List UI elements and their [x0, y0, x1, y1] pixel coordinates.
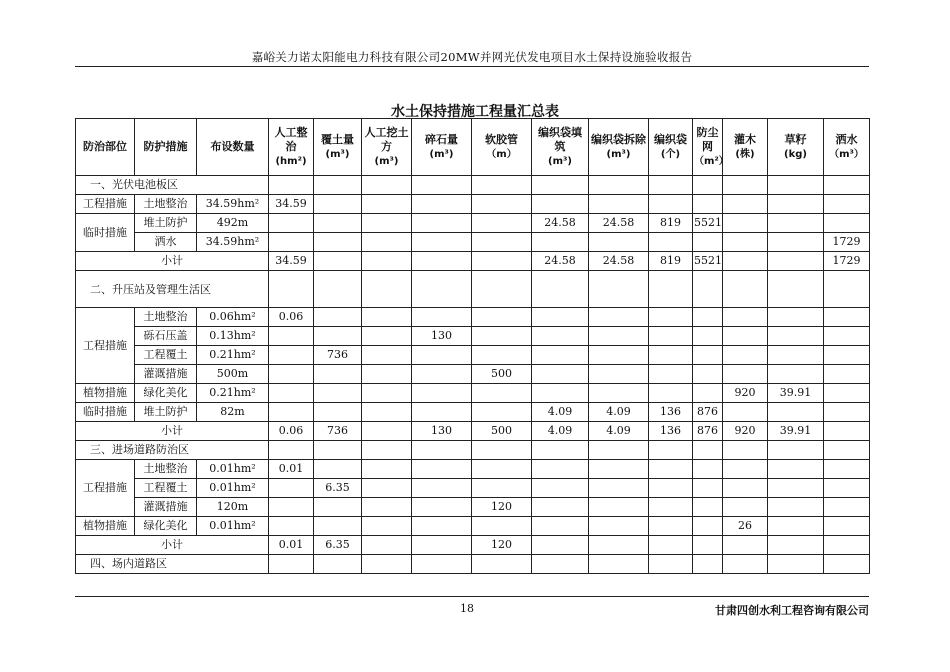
value-cell: 34.59 — [269, 195, 314, 214]
measure-cell: 土地整治 — [135, 460, 197, 479]
header-rule — [75, 66, 869, 67]
value-cell: 24.58 — [589, 252, 649, 271]
table-row — [76, 365, 870, 384]
value-cell: 0.06 — [269, 422, 314, 441]
page-number: 18 — [460, 602, 474, 615]
section-title: 四、场内道路区 — [76, 555, 269, 574]
measure-cell: 工程覆土 — [135, 346, 197, 365]
measure-cell: 绿化美化 — [135, 384, 197, 403]
table-row — [76, 479, 870, 498]
table-row — [76, 498, 870, 517]
value-cell: 24.58 — [532, 214, 589, 233]
measure-cell: 堆土防护 — [135, 403, 197, 422]
table-row — [76, 233, 870, 252]
value-cell: 24.58 — [532, 252, 589, 271]
subtotal-row — [76, 252, 870, 271]
subtotal-row — [76, 422, 870, 441]
col-header: 防尘网 （m²） — [693, 119, 723, 176]
summary-table — [75, 118, 870, 574]
table-row — [76, 195, 870, 214]
subtotal-label: 小计 — [76, 536, 269, 555]
measure-cell: 堆土防护 — [135, 214, 197, 233]
value-cell: 736 — [314, 422, 362, 441]
value-cell: 819 — [649, 252, 693, 271]
value-cell: 120 — [472, 536, 532, 555]
table-row — [76, 327, 870, 346]
value-cell: 26 — [723, 517, 768, 536]
qty-cell: 0.01hm² — [197, 517, 269, 536]
measure-cell: 绿化美化 — [135, 517, 197, 536]
col-header: 洒水 （m³） — [824, 119, 870, 176]
qty-cell: 34.59hm² — [197, 233, 269, 252]
value-cell: 136 — [649, 403, 693, 422]
col-header: 草籽 (kg) — [768, 119, 824, 176]
section-row — [76, 271, 870, 308]
group-label: 工程措施 — [76, 460, 135, 517]
col-header: 碎石量 (m³) — [412, 119, 472, 176]
section-title: 二、升压站及管理生活区 — [76, 271, 269, 308]
value-cell: 1729 — [824, 233, 870, 252]
group-label: 工程措施 — [76, 195, 135, 214]
section-title: 一、光伏电池板区 — [76, 176, 269, 195]
table-row — [76, 517, 870, 536]
value-cell: 39.91 — [768, 422, 824, 441]
value-cell: 120 — [472, 498, 532, 517]
col-header: 灌木 (株) — [723, 119, 768, 176]
qty-cell: 0.21hm² — [197, 384, 269, 403]
value-cell: 136 — [649, 422, 693, 441]
value-cell: 39.91 — [768, 384, 824, 403]
page-header: 嘉峪关力诺太阳能电力科技有限公司20MW并网光伏发电项目水土保持设施验收报告 — [251, 50, 693, 64]
col-header: 覆土量 (m³) — [314, 119, 362, 176]
col-header: 编织袋 (个) — [649, 119, 693, 176]
value-cell: 4.09 — [532, 403, 589, 422]
table-row — [76, 214, 870, 233]
value-cell: 4.09 — [532, 422, 589, 441]
col-header: 软胶管 （m） — [472, 119, 532, 176]
value-cell: 920 — [723, 384, 768, 403]
value-cell: 5521 — [693, 252, 723, 271]
value-cell: 6.35 — [314, 536, 362, 555]
col-header: 编织袋填筑 (m³) — [532, 119, 589, 176]
measure-cell: 土地整治 — [135, 308, 197, 327]
measure-cell: 砾石压盖 — [135, 327, 197, 346]
table-title: 水土保持措施工程量汇总表 — [391, 104, 559, 120]
section-row — [76, 555, 870, 574]
value-cell: 0.06 — [269, 308, 314, 327]
footer-rule — [75, 596, 869, 597]
qty-cell: 82m — [197, 403, 269, 422]
value-cell: 4.09 — [589, 422, 649, 441]
group-label: 临时措施 — [76, 214, 135, 252]
value-cell: 500 — [472, 365, 532, 384]
table-row — [76, 384, 870, 403]
value-cell: 1729 — [824, 252, 870, 271]
value-cell: 34.59 — [269, 252, 314, 271]
value-cell: 4.09 — [589, 403, 649, 422]
col-header: 防治部位 — [76, 119, 135, 176]
value-cell: 819 — [649, 214, 693, 233]
value-cell: 736 — [314, 346, 362, 365]
section-row — [76, 441, 870, 460]
value-cell: 500 — [472, 422, 532, 441]
col-header: 人工整治 (hm²) — [269, 119, 314, 176]
table-row — [76, 308, 870, 327]
qty-cell: 0.13hm² — [197, 327, 269, 346]
group-label: 工程措施 — [76, 308, 135, 384]
measure-cell: 灌溉措施 — [135, 498, 197, 517]
col-header: 布设数量 — [197, 119, 269, 176]
value-cell: 130 — [412, 422, 472, 441]
measure-cell: 工程覆土 — [135, 479, 197, 498]
company-name: 甘肃四创水利工程咨询有限公司 — [715, 604, 869, 617]
value-cell: 876 — [693, 403, 723, 422]
table-row — [76, 346, 870, 365]
qty-cell: 500m — [197, 365, 269, 384]
value-cell: 920 — [723, 422, 768, 441]
qty-cell: 0.06hm² — [197, 308, 269, 327]
value-cell: 5521 — [693, 214, 723, 233]
group-label: 临时措施 — [76, 403, 135, 422]
value-cell: 24.58 — [589, 214, 649, 233]
subtotal-row — [76, 536, 870, 555]
measure-cell: 土地整治 — [135, 195, 197, 214]
qty-cell: 120m — [197, 498, 269, 517]
value-cell: 130 — [412, 327, 472, 346]
col-header: 人工挖土方 (m³) — [362, 119, 412, 176]
value-cell: 0.01 — [269, 460, 314, 479]
value-cell: 876 — [693, 422, 723, 441]
qty-cell: 492m — [197, 214, 269, 233]
qty-cell: 0.01hm² — [197, 460, 269, 479]
measure-cell: 洒水 — [135, 233, 197, 252]
measure-cell: 灌溉措施 — [135, 365, 197, 384]
header-row — [76, 119, 870, 176]
group-label: 植物措施 — [76, 517, 135, 536]
value-cell: 0.01 — [269, 536, 314, 555]
col-header: 编织袋拆除 (m³) — [589, 119, 649, 176]
section-title: 三、进场道路防治区 — [76, 441, 269, 460]
value-cell: 6.35 — [314, 479, 362, 498]
qty-cell: 0.21hm² — [197, 346, 269, 365]
qty-cell: 34.59hm² — [197, 195, 269, 214]
section-row — [76, 176, 870, 195]
table-row — [76, 403, 870, 422]
group-label: 植物措施 — [76, 384, 135, 403]
subtotal-label: 小计 — [76, 422, 269, 441]
table-row — [76, 460, 870, 479]
col-header: 防护措施 — [135, 119, 197, 176]
subtotal-label: 小计 — [76, 252, 269, 271]
qty-cell: 0.01hm² — [197, 479, 269, 498]
